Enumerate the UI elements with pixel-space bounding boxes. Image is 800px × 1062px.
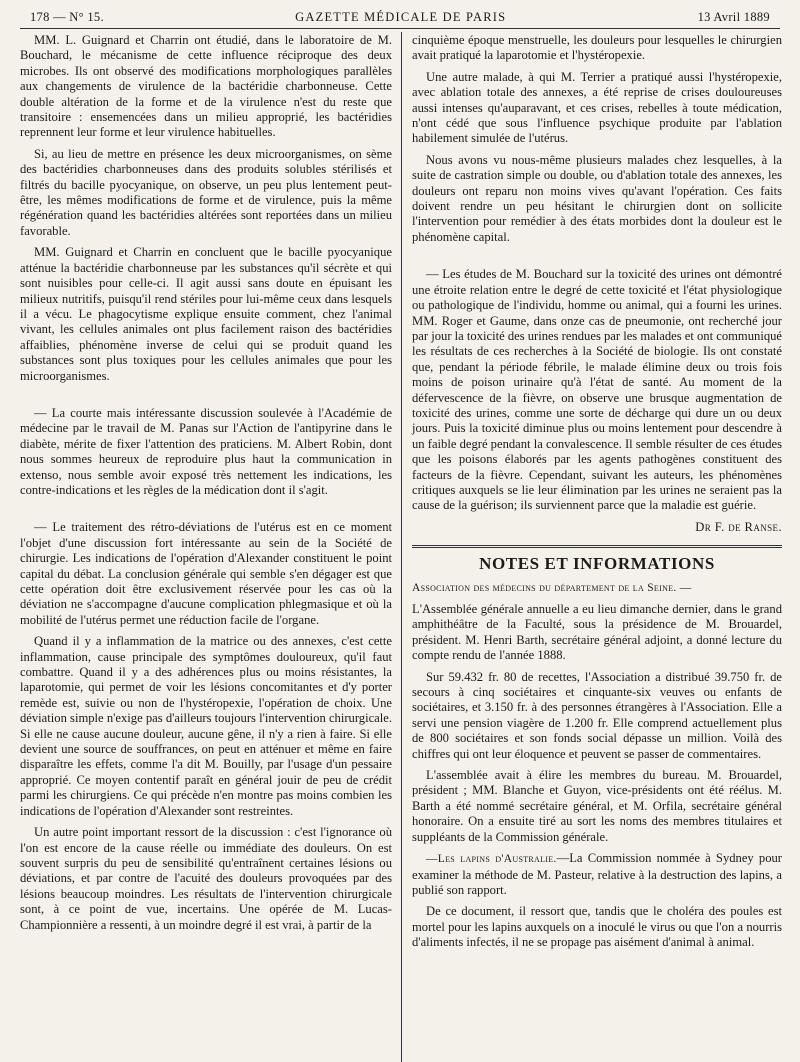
paragraph: Une autre malade, à qui M. Terrier a pratiqué aussi l'hystéropexie, avec ablation totale des annexes, a été reprise de crises douloureuses aussi intenses qu'auparavant, et ces crises, rebelles à toute médication, n'ont cédé que sous l'influence psychique produite par l'ablation habilement simulée de l'utérus.: [412, 69, 782, 146]
association-head: Association des médecins du département de la Seine. —: [412, 581, 692, 594]
section-divider: [412, 545, 782, 548]
paragraph: — Les études de M. Bouchard sur la toxicité des urines ont démontré une étroite relation entre le degré de cette toxicité et l'état physiologique ou pathologique de l'individu, homme ou animal, qui a fourni les urines. MM. Roger et Gaume, dans onze cas de pneumonie, ont recherché jour par jour la toxicité des urines rendues par les malades et ont communiqué les résultats de ces recherches à la Société de biologie. Ils ont constaté que, pendant la période fébrile, le malade élimine deux ou trois fois moins de poison urinaire qu'à l'état de santé. Au moment de la défervescence de la fièvre, on observe une brusque augmentation de toxicité des urines, comme une sorte de décharge qui dure un ou deux jours. Puis la toxicité diminue plus ou moins lentement pour descendre à un faible degré pendant la convalescence. Il semble résulter de ces études que les poisons élaborés par les agents pathogènes constituent des facteurs de la fièvre. Cependant, suivant les auteurs, les phénomènes critiques auxquels se lie leur élimination par les urines ne seraient pas la cause de la guérison; ils surviennent parce que la maladie est guérie.: [412, 267, 783, 513]
lapins-text: —La Commission nommée à Sydney pour examiner la méthode de M. Pasteur, relative à la destruction des lapins, a publié son rapport.: [412, 851, 783, 897]
issue-date: 13 Avril 1889: [697, 9, 770, 24]
page-header: [30, 6, 770, 28]
journal-title: GAZETTE MÉDICALE DE PARIS: [295, 9, 507, 24]
spacer: [20, 390, 392, 406]
paragraph: MM. L. Guignard et Charrin ont étudié, dans le laboratoire de M. Bouchard, le mécanisme de cette influence réciproque des deux microbes. Ils ont observé des modifications morphologiques parallèles aux changements de virulence de la bactéridie charbonneuse. Cette double altération de la forme et de la virulence n'est du reste que transitoire : ensemencées dans un milieu approprié, les bactéridies reprennent leur forme et leur virulence habituelles.: [20, 33, 392, 140]
header-rule: [20, 28, 780, 29]
association-heading: [412, 580, 782, 596]
section-title: NOTES ET INFORMATIONS: [479, 554, 715, 574]
paragraph: — La courte mais intéressante discussion soulevée à l'Académie de médecine par le travail de M. Panas sur l'Action de l'antipyrine dans le diabète, mérite de fixer l'attention des praticiens. M. Albert Robin, dont nous sommes heureux de reproduire plus haut la communication in extenso, nous semble avoir exposé très nettement les indications, les contre-indications et les règles de la médication dont il s'agit.: [20, 405, 392, 497]
paragraph: MM. Guignard et Charrin en concluent que le bacille pyocyanique atténue la bactéridie charbonneuse par les substances qu'il sécrète et qui sont nuisibles pour celle-ci. Il agit aussi sans doute en épuisant les milieux nutritifs, puisqu'il rend stériles pour lui-même ceux dans lesquels il a vécu. Le phagocytisme explique ensuite comment, chez l'animal vivant, les cellules animales ont plus facilement raison des bactéridies affaiblies, phénomène inverse de celui qui se produit quand les substances sont plus toxiques pour les cellules animales que pour les microorganismes.: [20, 245, 392, 383]
page-number: 178 — N° 15.: [30, 9, 104, 24]
paragraph: L'Assemblée générale annuelle a eu lieu dimanche dernier, dans le grand amphithéâtre de la Faculté, sous la présidence de M. Brouardel, président. M. Henri Barth, secrétaire général adjoint, a donné lecture du compte rendu de l'année 1888.: [412, 602, 782, 663]
paragraph: Un autre point important ressort de la discussion : c'est l'ignorance où l'on est encore de la cause réelle ou immédiate des douleurs. On est souvent surpris du peu de sensibilité qu'entraînent certaines lésions ou déviations, et par contre de l'acuité des douleurs provoquées par des lésions beaucoup moindres. Les résultats de l'intervention chirurgicale sont, à ce point de vue, incertains. Une opérée de M. Lucas-Championnière a ressenti, à un moindre degré il est vrai, à partir de la: [20, 825, 392, 932]
paragraph: L'assemblée avait à élire les membres du bureau. M. Brouardel, président ; MM. Blanche et Guyon, vice-présidents ont été réélus. M. Barth a été nommé secrétaire général, et M. Orfila, secrétaire général honoraire. On a ensuite tiré au sort les noms des membres titulaires et suppléants de la Commission générale.: [412, 768, 782, 844]
lapins-paragraph: [412, 851, 782, 898]
lapins-head: —Les lapins d'Australie.: [426, 853, 557, 866]
paragraph: cinquième époque menstruelle, les douleurs pour lesquelles le chirurgien avait pratiqué la laparotomie et l'hystéropexie.: [412, 33, 782, 63]
paragraph: Si, au lieu de mettre en présence les deux microorganismes, on sème des bactéridies charbonneuses dans des produits solubles stérilisés et filtrés du bacille pyocyanique, on observe, un peu plus lentement peut-être, les mêmes modifications de forme et de virulence, puis la même régénération quand les bactéridies altérées sont reportées dans un milieu favorable.: [20, 146, 392, 238]
author-signature: Dr F. de Ranse.: [695, 519, 782, 534]
paragraph: Nous avons vu nous-même plusieurs malades chez lesquelles, à la suite de castration simple ou double, ou d'ablation totale des annexes, les douleurs ont reparu non moins vives qu'avant l'opération. Ces faits doivent rendre un peu hésitant le chirurgien dont on sollicite l'intervention pour remédier à des états morbides dont la douleur est le phénomène capital.: [412, 152, 782, 244]
paragraph: — Le traitement des rétro-déviations de l'utérus est en ce moment l'objet d'une discussion fort intéressante au sein de la Société de chirurgie. Les indications de l'opération d'Alexander constituent le point capital du débat. La conclusion générale qui semble s'en dégager est que cette opération doit être exclusivement réservée pour les cas où la déviation ne s'accompagne d'aucune complication phlegmasique et où la mobilité de l'utérus permet une réduction facile de l'organe.: [20, 520, 392, 627]
right-column: [412, 33, 782, 957]
spacer: [412, 251, 782, 267]
left-column: [20, 33, 392, 939]
column-divider: [401, 32, 402, 1062]
paragraph: Sur 59.432 fr. 80 de recettes, l'Association a distribué 39.750 fr. de secours à cinq sociétaires et cinquante-six veuves ou enfants de sociétaires, et 3.150 fr. à des personnes étrangères à l'Association. Elle a servi une pension viagère de 1.200 fr. Elle comprend actuellement plus de 800 sociétaires et son fonds social dépasse un million. Voilà des chiffres qui ont leur éloquence et peuvent se passer de commentaires.: [412, 669, 782, 761]
spacer: [20, 504, 392, 520]
paragraph: De ce document, il ressort que, tandis que le choléra des poules est mortel pour les lapins auxquels on a inoculé le virus ou que l'on a nourris d'aliments infectés, il ne se propage pas aisément d'animal à animal.: [412, 904, 782, 950]
paragraph: Quand il y a inflammation de la matrice ou des annexes, c'est cette inflammation, cause principale des symptômes douloureux, qu'il faut combattre. Quand il y a des adhérences plus ou moins résistantes, la laparotomie, qui permet de voir les lésions concomitantes et d'y porter remède est, suivie ou non de l'hystéropexie, l'opération de choix. Une déviation simple n'exige pas d'ailleurs toujours l'intervention chirurgicale. Si elle ne cause aucune douleur, aucune gêne, il n'y a rien à faire. Si elle devient une source de souffrances, on peut en atténuer et même en faire disparaître les effets, comme l'a dit M. Bouilly, par l'usage d'un pessaire approprié. Ce moyen contentif paraît en général jouir de peu de crédit parmi les chirurgiens. Ce qui précède n'en montre pas moins combien les indications de l'opération d'Alexander sont restreintes.: [20, 634, 392, 818]
